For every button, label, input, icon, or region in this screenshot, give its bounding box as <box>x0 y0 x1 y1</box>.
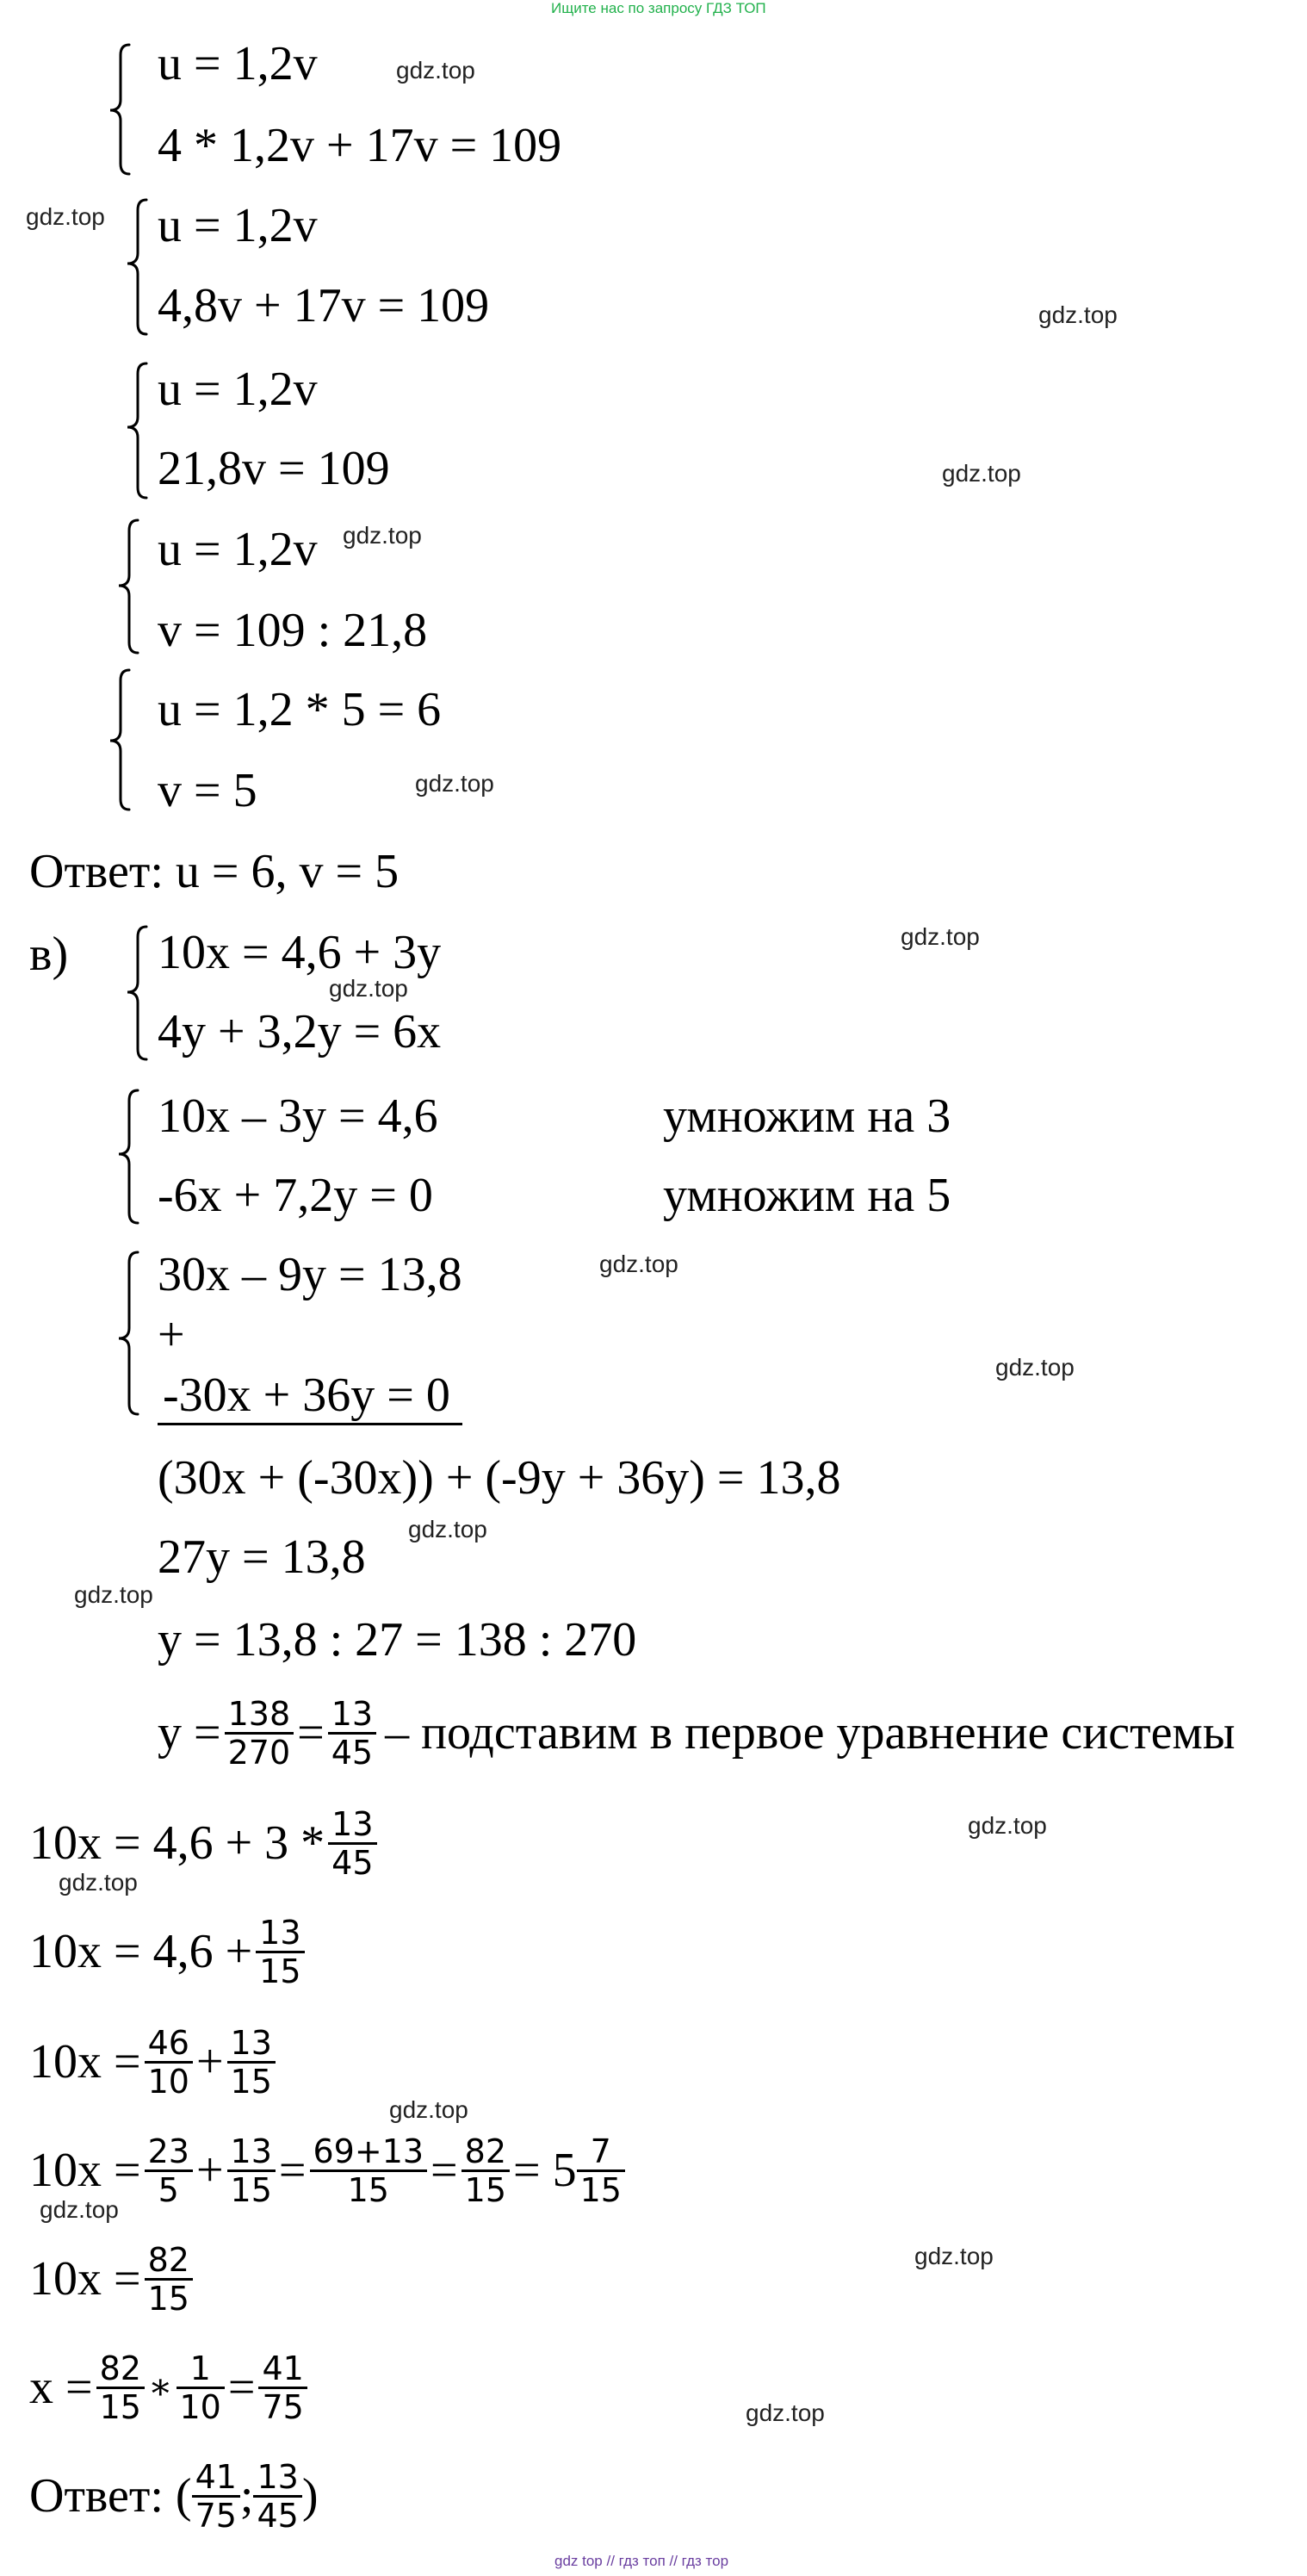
fraction-denominator: 10 <box>147 2062 189 2101</box>
fraction-denominator: 75 <box>195 2496 237 2535</box>
fraction-denominator: 15 <box>259 1952 301 1990</box>
equals-sign: = <box>227 2361 256 2414</box>
b-sys4-line2: v = 109 : 21,8 <box>158 604 428 657</box>
v-note-multiply-3: умножим на 3 <box>663 1089 951 1143</box>
v-line7 <box>29 2019 279 2105</box>
fraction-denominator: 15 <box>579 2170 622 2209</box>
fraction <box>145 2025 193 2100</box>
b-sys3-line1: u = 1,2v <box>158 363 318 416</box>
v-note-multiply-5: умножим на 5 <box>663 1169 951 1222</box>
footer-text: gdz top // гдз топ // гдз тор <box>554 2553 729 2569</box>
b-sys1-line1: u = 1,2v <box>158 37 318 90</box>
v-answer-lhs: Ответ: ( <box>29 2469 192 2523</box>
watermark: gdz.top <box>942 460 1021 487</box>
v-line10-lhs: x = <box>29 2361 93 2414</box>
brace-4 <box>119 520 138 653</box>
watermark: gdz.top <box>1038 301 1118 328</box>
brace-6 <box>127 927 146 1059</box>
b-sys4-line1: u = 1,2v <box>158 523 318 576</box>
fraction-denominator: 15 <box>230 2170 272 2209</box>
v-sys1-line2: 4y + 3,2y = 6x <box>158 1005 442 1058</box>
v-line1: (30x + (-30x)) + (-9y + 36y) = 13,8 <box>158 1451 841 1505</box>
b-sys5-line1: u = 1,2 * 5 = 6 <box>158 683 442 736</box>
b-sys2-line2: 4,8v + 17v = 109 <box>158 279 490 332</box>
fraction-denominator: 45 <box>331 1843 374 1882</box>
semicolon: ; <box>239 2469 254 2523</box>
v-sys1-line1: 10x = 4,6 + 3y <box>158 926 442 979</box>
watermark: gdz.top <box>74 1581 153 1608</box>
watermark: gdz.top <box>389 2096 468 2123</box>
brace-7 <box>119 1090 138 1223</box>
fraction-numerator: 41 <box>192 2459 240 2498</box>
equals-sign: = <box>431 2144 458 2197</box>
fraction-denominator: 15 <box>230 2062 272 2101</box>
fraction-numerator: 82 <box>145 2242 193 2281</box>
fraction <box>253 2459 301 2534</box>
fraction <box>461 2133 510 2208</box>
top-banner: Ищите нас по запросу ГДЗ ТОП <box>551 0 766 16</box>
fraction-numerator: 7 <box>577 2133 625 2172</box>
fraction-numerator: 13 <box>253 2459 301 2498</box>
v-sys2-line1: 10x – 3y = 4,6 <box>158 1089 438 1143</box>
watermark: gdz.top <box>914 2243 994 2269</box>
v-answer <box>29 2453 319 2539</box>
fraction <box>227 2025 276 2100</box>
v-line9-lhs: 10x = <box>29 2252 141 2306</box>
equals-whole-part: = 5 <box>513 2144 577 2197</box>
fraction-numerator: 41 <box>258 2350 307 2389</box>
v-line8-lhs: 10x = <box>29 2144 141 2197</box>
v-line10 <box>29 2344 311 2430</box>
fraction <box>177 2350 225 2425</box>
brace-8 <box>119 1252 138 1414</box>
fraction <box>227 2133 276 2208</box>
fraction <box>192 2459 240 2534</box>
watermark: gdz.top <box>59 1869 138 1896</box>
watermark: gdz.top <box>40 2196 119 2223</box>
plus-sign: + <box>195 2144 224 2197</box>
fraction-numerator: 13 <box>328 1806 376 1845</box>
v-line6-lhs: 10x = 4,6 + <box>29 1925 253 1978</box>
fraction-denominator: 45 <box>331 1733 374 1772</box>
fraction-denominator: 5 <box>158 2170 179 2209</box>
v-line2: 27y = 13,8 <box>158 1530 366 1584</box>
fraction <box>577 2133 625 2208</box>
v-line9 <box>29 2236 196 2322</box>
fraction <box>96 2350 145 2425</box>
fraction-denominator: 75 <box>262 2387 304 2426</box>
watermark: gdz.top <box>329 975 408 1002</box>
v-line4-tail: – подставим в первое уравнение системы <box>385 1706 1236 1760</box>
watermark: gdz.top <box>343 522 422 549</box>
v-sys2-line2: -6x + 7,2y = 0 <box>158 1169 433 1222</box>
right-paren: ) <box>301 2469 319 2523</box>
fraction <box>145 2242 193 2317</box>
v-line7-lhs: 10x = <box>29 2035 141 2089</box>
fraction-denominator: 15 <box>147 2279 189 2318</box>
fraction-numerator: 1 <box>177 2350 225 2389</box>
v-line4-lhs: y = <box>158 1706 221 1760</box>
fraction <box>328 1806 376 1881</box>
fraction-denominator: 10 <box>179 2387 221 2426</box>
fraction-numerator: 13 <box>256 1915 304 1953</box>
brace-3 <box>127 363 146 498</box>
v-sys3-plus: + <box>158 1308 185 1362</box>
brace-1 <box>110 45 129 174</box>
fraction-numerator: 13 <box>227 2133 276 2172</box>
v-line4 <box>158 1690 1236 1776</box>
fraction-numerator: 23 <box>145 2133 193 2172</box>
b-sys3-line2: 21,8v = 109 <box>158 442 390 495</box>
watermark: gdz.top <box>901 923 980 950</box>
b-sys1-line2: 4 * 1,2v + 17v = 109 <box>158 119 562 172</box>
v-sys3-line1: 30x – 9y = 13,8 <box>158 1248 462 1301</box>
fraction <box>145 2133 193 2208</box>
brace-2 <box>127 200 146 334</box>
fraction-numerator: 13 <box>227 2025 276 2064</box>
watermark: gdz.top <box>599 1251 678 1277</box>
multiply-sign: ∗ <box>147 2368 173 2407</box>
plus-sign: + <box>195 2035 224 2089</box>
watermark: gdz.top <box>968 1812 1047 1839</box>
fraction-denominator: 15 <box>464 2170 506 2209</box>
v-sys3-line3: -30x + 36y = 0 <box>158 1368 462 1425</box>
fraction-numerator: 69+13 <box>310 2133 428 2172</box>
v-line6 <box>29 1909 308 1995</box>
v-line3: y = 13,8 : 27 = 138 : 270 <box>158 1613 637 1667</box>
fraction-denominator: 270 <box>227 1733 291 1772</box>
v-label: в) <box>29 928 69 981</box>
fraction-denominator: 15 <box>99 2387 141 2426</box>
watermark: gdz.top <box>408 1516 487 1542</box>
fraction <box>328 1696 376 1771</box>
equals-sign: = <box>278 2144 307 2197</box>
watermark: gdz.top <box>995 1354 1075 1381</box>
equals-sign: = <box>297 1706 325 1760</box>
watermark: gdz.top <box>26 203 105 230</box>
fraction-numerator: 138 <box>225 1696 294 1735</box>
watermark: gdz.top <box>415 770 494 797</box>
b-answer: Ответ: u = 6, v = 5 <box>29 845 400 898</box>
v-line8 <box>29 2127 629 2213</box>
fraction-numerator: 46 <box>145 2025 193 2064</box>
b-sys2-line1: u = 1,2v <box>158 199 318 252</box>
fraction <box>310 2133 428 2208</box>
v-line5-lhs: 10x = 4,6 + 3 * <box>29 1816 325 1870</box>
watermark: gdz.top <box>396 57 475 84</box>
fraction-numerator: 82 <box>96 2350 145 2389</box>
brace-5 <box>110 670 129 810</box>
fraction-numerator: 13 <box>328 1696 376 1735</box>
fraction <box>258 2350 307 2425</box>
fraction-denominator: 45 <box>257 2496 299 2535</box>
fraction-numerator: 82 <box>461 2133 510 2172</box>
fraction <box>225 1696 294 1771</box>
b-sys5-line2: v = 5 <box>158 764 257 817</box>
fraction <box>256 1915 304 1989</box>
watermark: gdz.top <box>746 2399 825 2426</box>
fraction-denominator: 15 <box>347 2170 389 2209</box>
